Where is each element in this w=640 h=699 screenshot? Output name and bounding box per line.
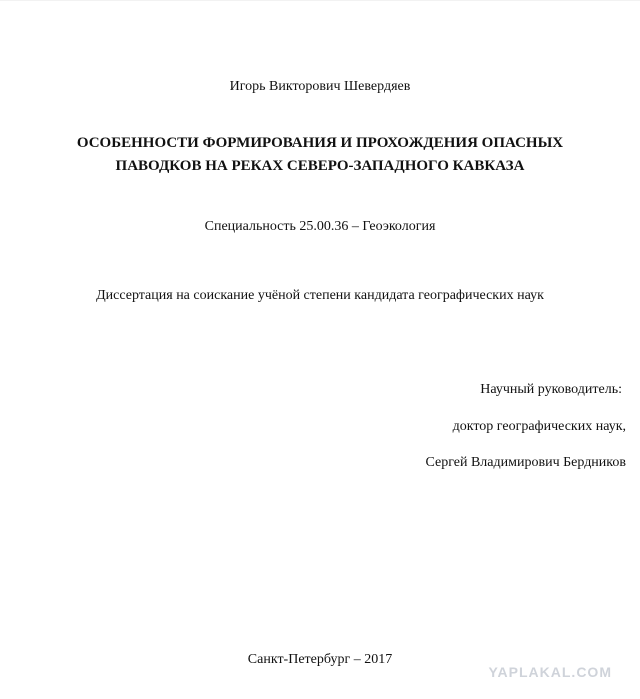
dissertation-title-line-1: ОСОБЕННОСТИ ФОРМИРОВАНИЯ И ПРОХОЖДЕНИЯ ОПАСНЫХ xyxy=(76,135,564,151)
dissertation-title-line-2: ПАВОДКОВ НА РЕКАХ СЕВЕРО-ЗАПАДНОГО КАВКАЗА xyxy=(115,158,525,174)
supervisor-name: Сергей Владимирович Бердников xyxy=(425,455,626,470)
specialty-line: Специальность 25.00.36 – Геоэкология xyxy=(204,219,436,234)
dissertation-title xyxy=(0,132,640,178)
author-name: Игорь Викторович Шевердяев xyxy=(229,79,411,94)
watermark-logo: YAPLAKAL.COM xyxy=(488,664,612,680)
supervisor-degree: доктор географических наук, xyxy=(452,419,626,434)
dissertation-degree-line: Диссертация на соискание учёной степени кандидата географических наук xyxy=(96,288,544,303)
supervisor-label: Научный руководитель: xyxy=(480,382,622,397)
city-year: Санкт-Петербург – 2017 xyxy=(247,652,393,667)
page-top-edge xyxy=(0,0,640,1)
